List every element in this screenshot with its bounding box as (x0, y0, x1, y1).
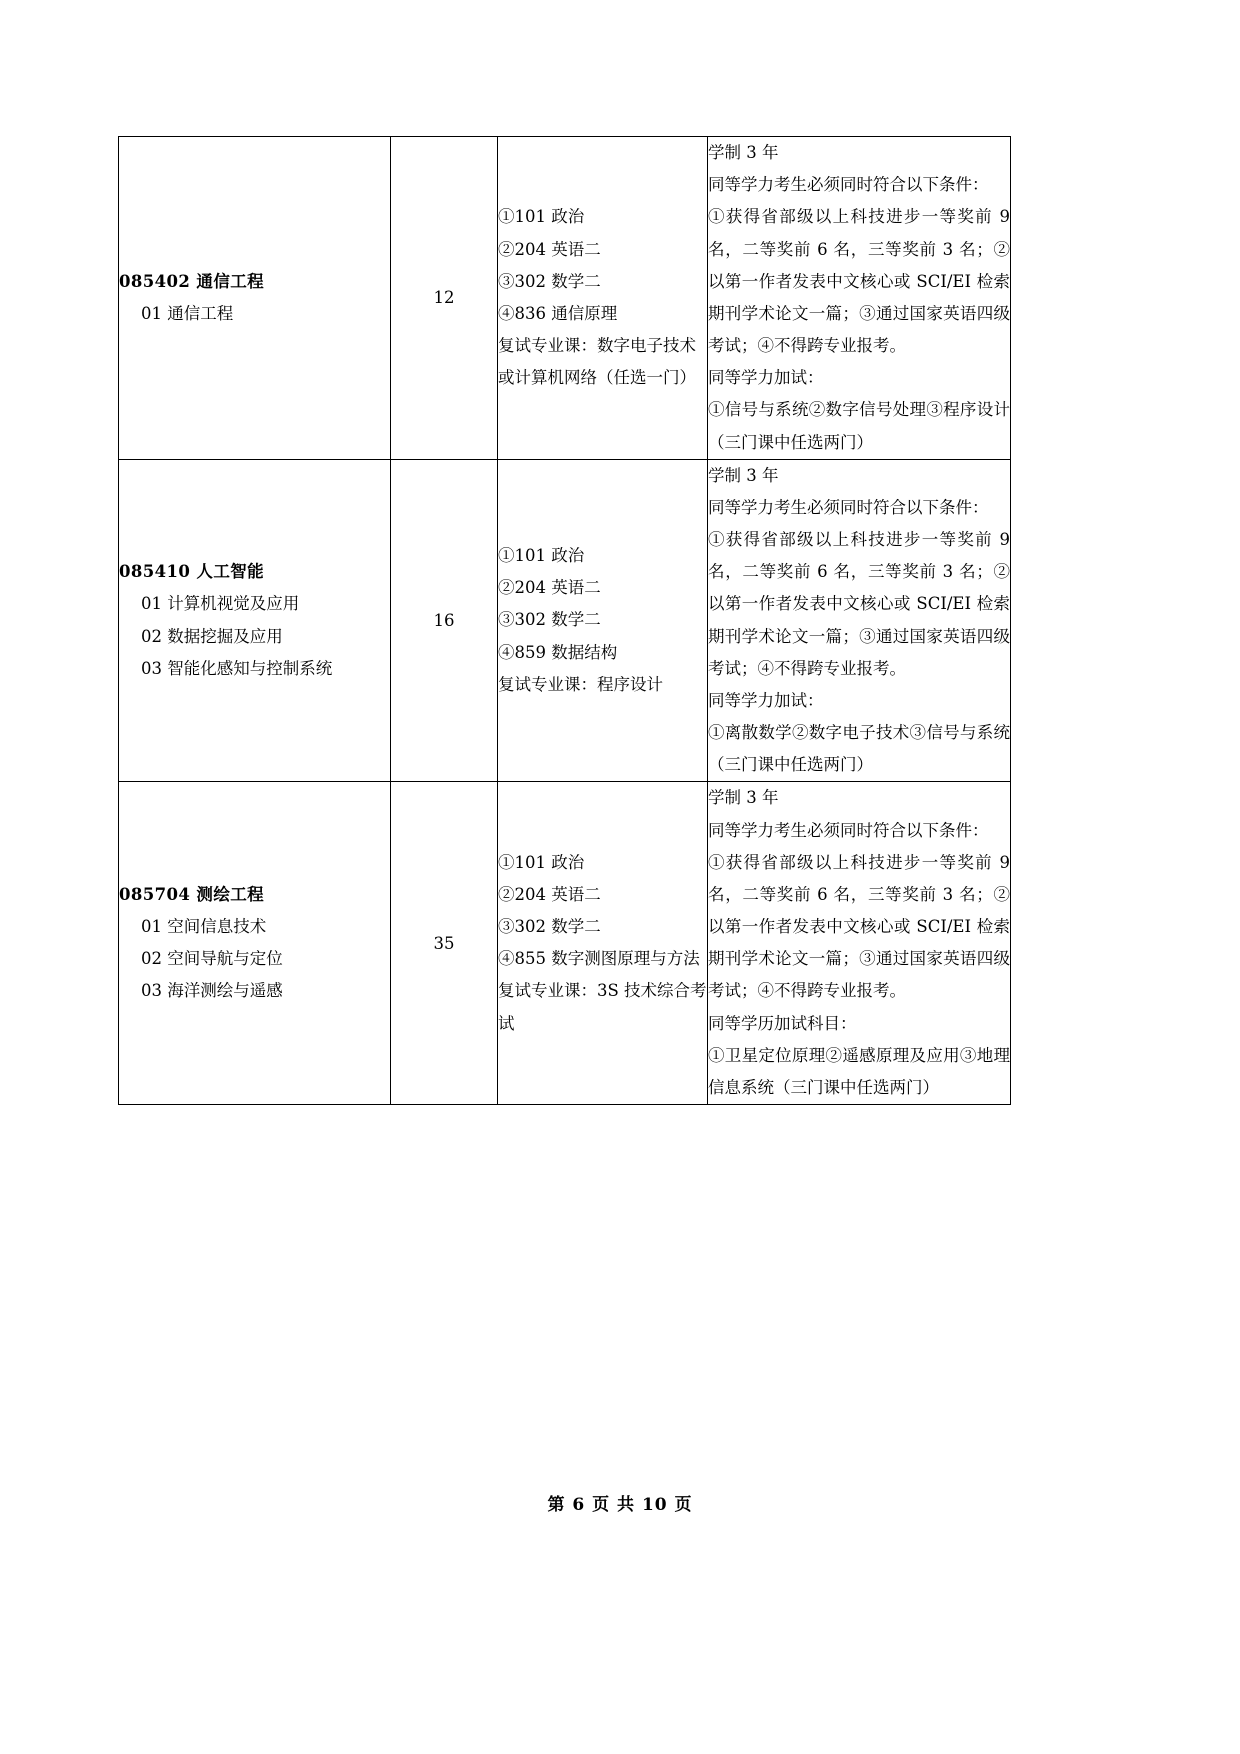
exam-subject-item: ④836 通信原理 (498, 303, 618, 323)
research-direction-list (119, 911, 390, 1008)
exam-subject-item: ③302 数学二 (498, 610, 601, 630)
major-code-name: 085704 测绘工程 (119, 884, 265, 904)
major-code-name: 085402 通信工程 (119, 271, 265, 291)
remark-item: ①信号与系统②数字信号处理③程序设计（三门课中任选两门） (708, 400, 1010, 452)
remark-item: ①卫星定位原理②遥感原理及应用③地理信息系统（三门课中任选两门） (708, 1045, 1010, 1097)
remark-item: ①获得省部级以上科技进步一等奖前 9 名，二等奖前 6 名，三等奖前 3 名；②以第一作者发表中文核心或 SCI/EI 检索期刊学术论文一篇；③通过国家英语四级考试；④不得跨专业报考。 (708, 530, 1010, 678)
remarks-cell (708, 459, 1011, 782)
major-code-name: 085410 人工智能 (119, 562, 265, 582)
page-footer: 第 6 页 共 10 页 (547, 1495, 693, 1515)
remarks-cell (708, 782, 1011, 1105)
exam-subject-list (498, 201, 707, 394)
exam-subject-item: ②204 英语二 (498, 884, 601, 904)
remark-item: 学制 3 年 (708, 143, 779, 162)
exam-subject-list (498, 847, 707, 1040)
remark-item: 学制 3 年 (708, 465, 779, 485)
exam-subject-item: ②204 英语二 (498, 239, 601, 259)
table-row (119, 459, 1011, 782)
remark-item: 同等学历加试科目： (708, 1013, 857, 1033)
major-cell (119, 782, 391, 1105)
exam-subject-item: ④859 数据结构 (498, 642, 618, 662)
exam-subjects-cell (498, 137, 708, 460)
exam-subject-item: ①101 政治 (498, 546, 585, 566)
research-direction-item: 01 空间信息技术 (141, 917, 267, 937)
research-direction-item: 03 智能化感知与控制系统 (141, 658, 333, 678)
research-direction-item: 01 通信工程 (141, 303, 234, 323)
remark-item: 学制 3 年 (708, 788, 779, 808)
remarks-cell (708, 137, 1011, 460)
research-direction-item: 02 空间导航与定位 (141, 949, 283, 969)
enrollment-count-cell: 16 (391, 459, 498, 782)
retest-subject-item: 复试专业课：3S 技术综合考试 (498, 981, 707, 1033)
remark-item: 同等学力加试： (708, 690, 824, 710)
research-direction-item: 03 海洋测绘与遥感 (141, 981, 283, 1001)
remark-item: ①获得省部级以上科技进步一等奖前 9 名，二等奖前 6 名，三等奖前 3 名；②以第一作者发表中文核心或 SCI/EI 检索期刊学术论文一篇；③通过国家英语四级考试；④不得跨专业报考。 (708, 207, 1010, 356)
admissions-catalog-table-wrapper (118, 136, 1010, 1105)
remark-list (708, 460, 1010, 782)
exam-subjects-cell (498, 782, 708, 1105)
remark-item: 同等学力考生必须同时符合以下条件： (708, 497, 989, 517)
admissions-catalog-table (118, 136, 1011, 1105)
remark-list (708, 782, 1010, 1104)
major-cell (119, 137, 391, 460)
remark-item: 同等学力考生必须同时符合以下条件： (708, 175, 989, 195)
exam-subject-item: ②204 英语二 (498, 578, 601, 598)
enrollment-count-cell: 35 (391, 782, 498, 1105)
research-direction-list (119, 588, 390, 685)
enrollment-count-cell: 12 (391, 137, 498, 460)
retest-subject-item: 复试专业课：数字电子技术或计算机网络（任选一门） (498, 336, 696, 388)
exam-subjects-cell (498, 459, 708, 782)
remark-item: 同等学力考生必须同时符合以下条件： (708, 820, 989, 840)
remark-item: ①离散数学②数字电子技术③信号与系统（三门课中任选两门） (708, 723, 1010, 775)
remark-item: 同等学力加试： (708, 368, 824, 388)
research-direction-list (119, 298, 390, 330)
remark-item: ①获得省部级以上科技进步一等奖前 9 名，二等奖前 6 名，三等奖前 3 名；②以第一作者发表中文核心或 SCI/EI 检索期刊学术论文一篇；③通过国家英语四级考试；④不得跨专业报考。 (708, 852, 1010, 1001)
table-row (119, 137, 1011, 460)
exam-subject-item: ④855 数字测图原理与方法 (498, 949, 700, 969)
remark-list (708, 137, 1010, 459)
research-direction-item: 02 数据挖掘及应用 (141, 626, 283, 646)
exam-subject-item: ①101 政治 (498, 852, 585, 872)
research-direction-item: 01 计算机视觉及应用 (141, 594, 300, 614)
exam-subject-list (498, 540, 707, 701)
exam-subject-item: ③302 数学二 (498, 271, 601, 291)
major-cell (119, 459, 391, 782)
table-row (119, 782, 1011, 1105)
exam-subject-item: ③302 数学二 (498, 917, 601, 937)
exam-subject-item: ①101 政治 (498, 207, 585, 227)
retest-subject-item: 复试专业课：程序设计 (498, 674, 663, 694)
